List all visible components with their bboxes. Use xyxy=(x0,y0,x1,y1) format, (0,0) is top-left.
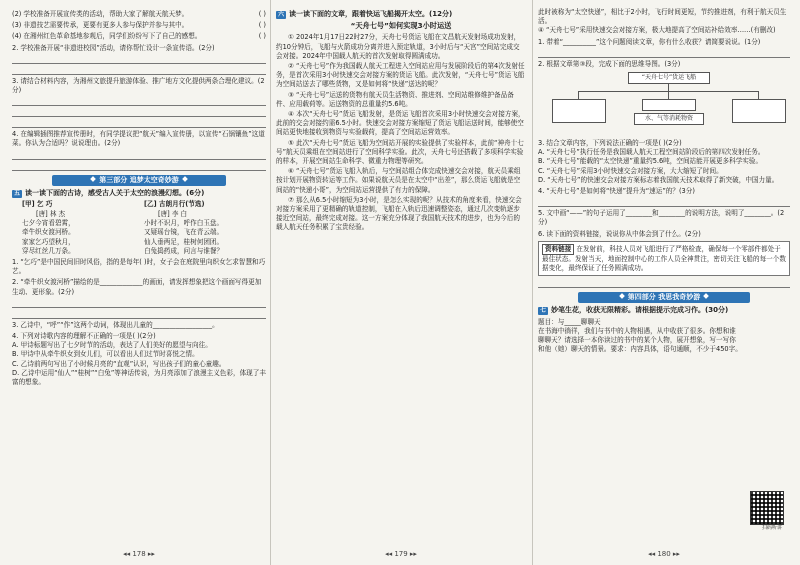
question-5-heading: 五 读一读下面的古诗，感受古人关于太空的浪漫幻想。(6分) xyxy=(14,188,205,197)
item-4: ( ) (4) 在湘州红色革命基地参观后，同学们纷纷写下了自己的感想。 xyxy=(12,32,266,41)
mind-map-leaf-2[interactable] xyxy=(642,99,696,111)
paragraph-3: ③ “天舟七号”运送的货物有航天员生活物资、推进剂、空间站维修维护备品备件、应用载荷等。运送物资的总重量约5.6吨。 xyxy=(276,90,514,108)
option-d: D. 乙诗中运用“仙人”“桂树”“白兔”等神话传说，为月亮添加了浪漫主义色彩，体现了丰富的想象。 xyxy=(12,368,266,387)
question-6-6: 6. 读下面的资料链接，说说你从中体会到了什么。(2分) xyxy=(538,229,701,238)
answer-line[interactable] xyxy=(538,278,790,288)
question-5-2: 2. “牵牛织女渡河桥”描绘的是_____________的画面，请发挥想象把这个画面写得更加生动、更形象。(2分) xyxy=(12,278,262,296)
intro-paragraph: ④ “天舟七号”采用快速交会对接方案，极大地提高了空间站补给效率……(有删改) xyxy=(538,26,776,35)
answer-line[interactable] xyxy=(12,96,266,106)
answer-line[interactable] xyxy=(12,298,266,308)
option-b: B. 甲诗中从牵牛织女到女儿们，可以看出人们过节时喜悦之情。 xyxy=(12,350,199,359)
mind-map-leaf-3[interactable] xyxy=(732,99,786,123)
question-5-4: 4. 下列对诗歌内容的理解不正确的一项是( )(2分) xyxy=(12,332,156,341)
section-4-badge: 第四部分 我思我奇妙游 xyxy=(578,292,750,303)
question-4: 4. 在编辑插图推荐宣传册时，有同学提议把“航天”编入宣传册，以宣传“石锅镶鱼”这道菜。你认为合适吗？说说理由。(2分) xyxy=(12,130,265,148)
mind-map-leaf-1[interactable] xyxy=(552,99,606,123)
paragraph-4: ④ 本次“天舟七号”货运飞船发射，是货运飞船首次采用3小时快速交会对接方案，此前的交会对接约需6.5小时。快速交会对接方案缩短了货运飞船运送时间，能够使空间站更快地接收到物资与实验载荷，提高了空间站运营效率。 xyxy=(276,110,525,137)
page-178 xyxy=(8,6,270,559)
poem-jia: [甲] 乞 巧 [唐] 林 杰 七夕今宵看碧霄， 牵牛织女渡河桥。 家家乞巧望秋月， 穿尽红丝几万条。 xyxy=(22,199,75,255)
page-divider xyxy=(532,0,533,565)
option-d: D. “天舟七号”的快速交会对接方案标志着我国航天技术取得了新突破，中国力量。 xyxy=(538,175,779,184)
poems xyxy=(22,200,266,256)
answer-line[interactable] xyxy=(12,150,266,160)
answer-line[interactable] xyxy=(12,107,266,117)
poem-yi: [乙] 古朗月行(节选) [唐] 李 白 小时不识月，呼作白玉盘。 又疑瑶台镜，飞在青云端。 仙人垂两足，桂树何团团。 白兔捣药成，问言与谁餐？ xyxy=(144,199,224,255)
answer-line[interactable] xyxy=(538,48,790,58)
page-number: ◂◂ 180 ▸▸ xyxy=(648,549,680,558)
essay-title: 题目：与_____聊聊天 xyxy=(538,317,601,326)
question-6-1: 1. 带着“__________”这个问题阅读文章，你有什么收获？请简要说说。(1分) xyxy=(538,37,761,46)
question-6-5: 5. 文中画“——”的句子运用了________和________的说明方法，说明了________。(2分) xyxy=(538,209,785,227)
answer-line[interactable] xyxy=(538,197,790,207)
page-divider xyxy=(270,0,271,565)
question-3: 3. 请结合材料内容，为湘州文旅提升旅游体验、推广地方文化提供两条合理化建议。(2分) xyxy=(12,76,265,95)
paragraph-7: ⑦ 那么从6.5小时缩短为3小时，是怎么实现的呢？从技术的角度来看，快速交会对接方案采用了更精确的轨道控制，飞船在入轨后迅速调整姿态，通过几次变轨逐步接近空间站，最终完成对接。这一方案充分体现了我国航天技术的进步，也为今后的载人航天任务积累了宝贵经验。 xyxy=(276,195,522,232)
question-5-1: 1. “乞巧”是中国民间旧时风俗，指的是每年( )时，女子会在庭院里向织女乞求智慧和巧艺。 xyxy=(12,258,266,276)
page-179 xyxy=(272,6,530,559)
material-tag: 资料链接 xyxy=(542,244,574,255)
qr-label: 扫码听讲 xyxy=(761,524,782,531)
option-a: A. 甲诗标题写出了七夕时节的活动，表达了人们美好的愿望与向往。 xyxy=(12,341,212,350)
option-b: B. “天舟七号”能载的“太空快递”重量约5.6吨，空间站能开展更多科学实验。 xyxy=(538,157,763,166)
section-3-badge: 第三部分 追梦太空奇妙游 xyxy=(52,175,226,186)
answer-line[interactable] xyxy=(12,118,266,128)
option-c: C. “天舟七号”采用3小时快速交会对接方案，大大缩短了时间。 xyxy=(538,166,723,175)
question-6-heading: 六 读一读下面的文章，跟着快运飞船揭开太空。(12分) xyxy=(278,10,453,18)
question-7-heading: 七 妙笔生花，收获无限精彩。请根据提示完成习作。(30分) xyxy=(540,306,729,315)
paragraph-5: ⑤ 此次“天舟七号”货运飞船为空间站开展的实验提供了实验样本，此前“神舟十七号”航天员乘组在空间站进行了空间科学实验。此次，天舟七号还搭载了多项科学实验的样本，开展空间站生命科学、微重力物理等研究。 xyxy=(276,138,524,166)
material-box: 资料链接 在发射前，科技人员对飞船进行了严格检查，确保每一个零部件都处于最佳状态。发射当天，地面控制中心的工作人员全神贯注，密切关注飞船的每一个数据变化，最终保证了任务圆满成功。 xyxy=(538,241,790,277)
question-6-2: 2. 根据文章第③段，完成下面的思维导图。(3分) xyxy=(538,59,681,68)
answer-line[interactable] xyxy=(12,309,266,319)
paragraph-2: ② “天舟七号”作为我国载人航天工程进入空间站应用与发展阶段后的第4次发射任务，是首次采用3小时快速交会对接方案的货运飞船。此次发射，“天舟七号”货运飞船为空间站送去了哪些货物，又是如何将“快递”送达的呢？ xyxy=(276,62,525,89)
paragraph-1: ① 2024年1月17日22时27分，天舟七号货运飞船在文昌航天发射场成功发射，约10分钟后，飞船与火箭成功分离并进入预定轨道，3小时后与“天宫”空间站完成交会对接。2024年中国载人航天的首次发射取得圆满成功。 xyxy=(276,33,521,60)
paragraph-6: ⑥ “天舟七号”货运飞船入轨后，与空间站组合体完成快速交会对接，航天员乘组按计划开展物资转运等工作。如果说航天员是在太空中“出差”，那么货运飞船就是空间站的“快递小哥”，为空间站运营提供了有力的保障。 xyxy=(276,167,521,194)
option-a: A. “天舟七号”执行任务是我国载人航天工程空间站阶段后的第四次发射任务。 xyxy=(538,148,765,157)
mind-map-leaf-given: 水、气等消耗物资 xyxy=(634,113,704,125)
answer-line[interactable] xyxy=(12,54,266,64)
item-3: ( ) (3) 非遗技艺需要传承，更要有更多人参与保护并参与其中。 xyxy=(12,21,266,30)
page-number: ◂◂ 178 ▸▸ xyxy=(123,549,155,558)
mind-map xyxy=(538,72,790,136)
mind-map-root: “天舟七号”货运飞船 xyxy=(628,72,710,84)
answer-line[interactable] xyxy=(12,161,266,171)
question-2: 2. 学校准备开展“非遗进校园”活动，请你帮忙设计一条宣传语。(2分) xyxy=(12,43,215,52)
item-2: ( ) (2) 学校准备开展宣传类的活动，帮助大家了解航天航天梦。 xyxy=(12,10,266,18)
question-5-3: 3. 乙诗中，“呼”“作”这两个动词，体现出儿童的__________________。 xyxy=(12,320,219,329)
question-6-3: 3. 结合文章内容，下列说法正确的一项是( )(2分) xyxy=(538,139,682,148)
top-paragraph: 此时被称为“太空快递”，相比于2小时，飞行时间更短，节约推进剂，有利于航天员生活。 xyxy=(538,8,787,26)
page-180 xyxy=(534,6,794,559)
article-title: “天舟七号”如何实现3小时运送 xyxy=(350,21,452,31)
answer-line[interactable] xyxy=(12,65,266,75)
qr-code-icon[interactable] xyxy=(750,491,784,525)
essay-prompt: 在书海中徜徉，我们与书中的人物相遇，从中收获了很多。你想和谁聊聊天？请选择一本你读过的书中的某个人物，展开想象，写一写你和他（她）聊天的情景。要求：内容具体，语句通顺，不少于450字。 xyxy=(538,326,742,354)
page-number: ◂◂ 179 ▸▸ xyxy=(385,549,417,558)
question-6-4: 4. “天舟七号”是如何将“快递”提升为“速运”的？(3分) xyxy=(538,187,695,196)
option-c: C. 乙诗前两句写出了小时候月亮的“直观”认识，写出孩子们的童心童趣。 xyxy=(12,359,226,368)
